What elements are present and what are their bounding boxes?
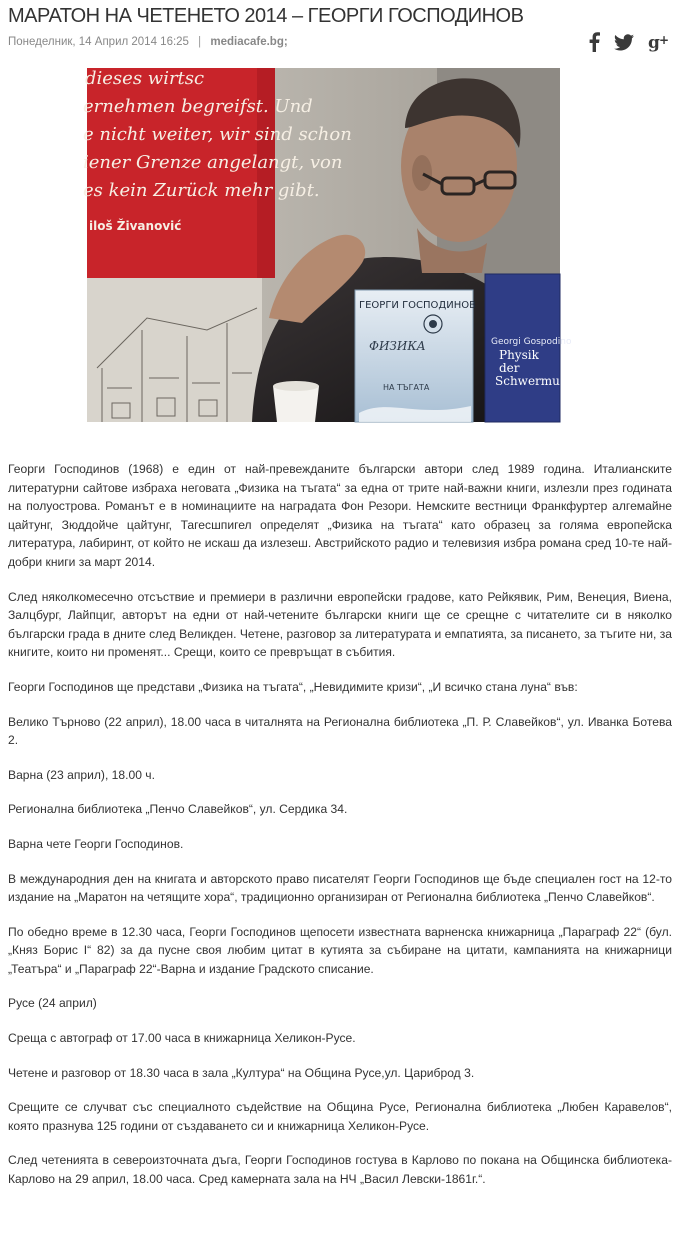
article-paragraph-13: Срещите се случват със специалното съдействие на Община Русе, Регионална библиотека „Любен Каравелов“, която празнува 125 години от създаването си и книжарница Хеликон-Русе. xyxy=(8,1100,672,1133)
article-paragraph-2: След няколкомесечно отсъствие и премиери в различни европейски градове, като Рейкявик, Рим, Венеция, Виена, Залцбург, Лайпциг, авторът на едни от най-четените български книги ще се срещне с читателите си в няколко български града в дните след Великден. Четене, разговор за литературата и емпатията, за писането, за тъгите ни, за книгите, които ни променят... Срещи, които се превръщат в събития. xyxy=(8,589,672,660)
article-paragraph-7: Варна чете Георги Господинов. xyxy=(8,836,184,851)
article-meta xyxy=(8,36,288,48)
article-paragraph-1: Георги Господинов (1968) е един от най-превежданите български автори след 1989 година. Италианските литературни сайтове избраха неговата „Физика на тъгата“ за една от трите най-важни книги, излезли през годината на полуострова. Романът е в номинациите на наградата Фон Резори. Немските вестници Франкфуртер алгемайне цайтунг, Зюддойче цайтунг, Тагесшпигел определят „Физика на тъгата“ като образец за голяма европейска литература, лабиринт, от който не искаш да излезеш. Австрийското радио и телевизия избра романа сред 10-те най-добри книги за март 2014. xyxy=(8,462,672,569)
svg-text:g: g xyxy=(648,33,660,53)
article-date: Понеделник, 14 Април 2014 16:25 xyxy=(8,36,189,48)
article-paragraph-3: Георги Господинов ще представи „Физика на тъгата“, „Невидимите кризи“, „И всичко стана луна“ във: xyxy=(8,679,578,694)
article-paragraph-12: Четене и разговор от 18.30 часа в зала „Култура“ на Община Русе,ул. Цариброд 3. xyxy=(8,1065,475,1080)
twitter-icon[interactable] xyxy=(614,34,634,56)
meta-separator: | xyxy=(198,36,202,48)
poster-line-5: es kein Zurück mehr gibt. xyxy=(83,180,320,201)
book2-title-3: Schwermu xyxy=(495,374,560,388)
article-paragraph-9: По обедно време в 12.30 часа, Георги Господинов щепосети известната варненска книжарница „Параграф 22“ (бул. „Княз Борис I“ 82) за да пусне своя любим цитат в кутията за събиране на цитати, кампанията на книжарници „Театъра“ и „Параграф 22“-Варна и издание Градското списание. xyxy=(8,924,672,976)
poster-line-2: ernehmen begreifst. Und xyxy=(83,96,313,117)
book2-title-1: Physik xyxy=(499,348,539,362)
article-paragraph-4: Велико Търново (22 април), 18.00 часа в читалнята на Регионална библиотека „П. Р. Славейков“, ул. Иванка Ботева 2. xyxy=(8,714,672,748)
facebook-icon[interactable] xyxy=(588,32,600,57)
article-paragraph-11: Среща с автограф от 17.00 часа в книжарница Хеликон-Русе. xyxy=(8,1031,356,1046)
book1-title-1: ФИЗИКА xyxy=(369,339,426,353)
article-paragraph-5: Варна (23 април), 18.00 ч. xyxy=(8,767,155,782)
book1-title-2: НА ТЪГАТА xyxy=(383,383,430,392)
book1-author: ГЕОРГИ ГОСПОДИНОВ xyxy=(359,300,476,311)
poster-line-3: e nicht weiter, wir sind schon xyxy=(83,124,352,145)
poster-line-4: iener Grenze angelangt, von xyxy=(83,152,343,173)
google-plus-icon[interactable] xyxy=(648,33,670,56)
article-body xyxy=(8,460,672,1205)
article-paragraph-8: В международния ден на книгата и авторското право писателят Георги Господинов ще бъде специален гост на 12-то издание на „Маратон на четящите хора“, традиционно организиран от Регионална библиотека „Пенчо Славейков“. xyxy=(8,871,672,905)
share-buttons xyxy=(588,32,670,57)
book2-title-2: der xyxy=(499,361,520,375)
article-title: МАРАТОН НА ЧЕТЕНЕТО 2014 – ГЕОРГИ ГОСПОДИНОВ xyxy=(8,5,524,27)
article-photo xyxy=(83,68,572,422)
poster-author: iloš Živanović xyxy=(89,219,182,233)
article-paragraph-6: Регионална библиотека „Пенчо Славейков“, ул. Сердика 34. xyxy=(8,802,348,817)
book2-author: Georgi Gospodino xyxy=(491,337,572,347)
poster-line-1: dieses wirtsc xyxy=(85,68,205,89)
article-paragraph-10: Русе (24 април) xyxy=(8,996,97,1011)
svg-text:+: + xyxy=(659,33,670,47)
article-paragraph-14: След четенията в североизточната дъга, Георги Господинов гостува в Карлово по покана на Общинска библиотека-Карлово на 29 април, 18.00 часа. Сред камерната зала на НЧ „Васил Левски-1861г.“. xyxy=(8,1153,672,1187)
article-source: mediacafe.bg; xyxy=(210,36,288,48)
